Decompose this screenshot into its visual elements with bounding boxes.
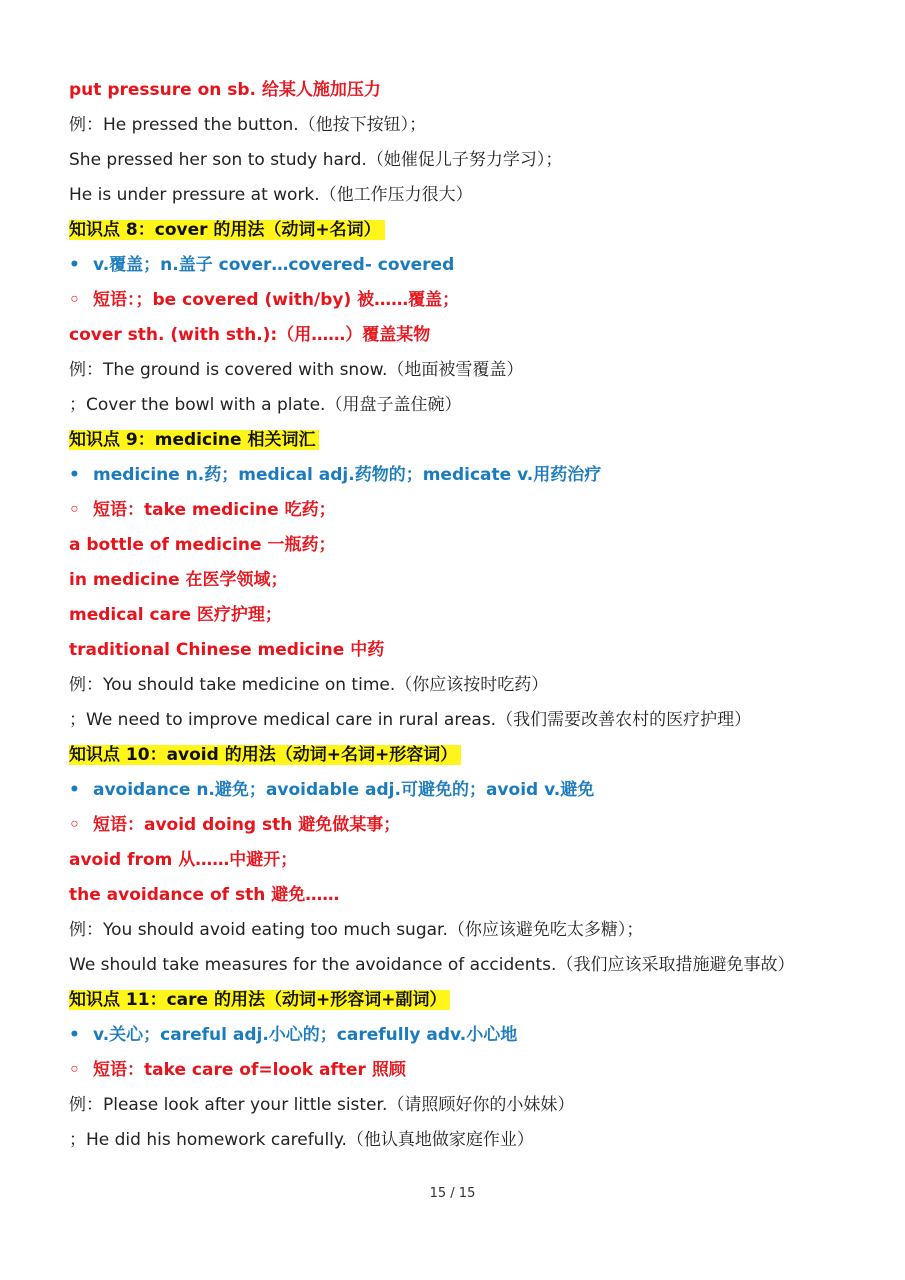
bullet-dot-icon: •: [69, 465, 80, 485]
line-text: We should take measures for the avoidance of accidents.（我们应该采取措施避免事故）: [69, 955, 795, 975]
bullet-circle-icon: ◦: [69, 500, 80, 520]
section-heading-text: 知识点 11：care 的用法（动词+形容词+副词）: [69, 990, 450, 1010]
bullet-item: [69, 1021, 517, 1049]
page-number: 15 / 15: [429, 1186, 476, 1201]
line-text: a bottle of medicine 一瓶药；: [69, 535, 336, 555]
line-text: v.关心；careful adj.小心的；carefully adv.小心地: [93, 1025, 518, 1045]
bullet-dot-icon: •: [69, 780, 80, 800]
example-line: [69, 706, 751, 734]
line-text: avoid from 从……中避开；: [69, 850, 298, 870]
line-text: 例：You should take medicine on time.（你应该按时吃药）: [69, 675, 549, 695]
line-text: 短语：take care of=look after 照顾: [93, 1060, 406, 1080]
section-heading: [69, 986, 450, 1014]
phrase-line: [69, 321, 430, 349]
line-text: put pressure on sb. 给某人施加压力: [69, 80, 381, 100]
bullet-item: [69, 461, 601, 489]
phrase-line: [69, 601, 282, 629]
section-heading: [69, 426, 319, 454]
sub-bullet-item: [69, 811, 400, 839]
line-text: 例：Please look after your little sister.（请照顾好你的小妹妹）: [69, 1095, 575, 1115]
line-text: ；He did his homework carefully.（他认真地做家庭作业）: [69, 1130, 534, 1150]
bullet-circle-icon: ◦: [69, 1060, 80, 1080]
line-text: 短语：avoid doing sth 避免做某事；: [93, 815, 401, 835]
line-text: medicine n.药；medical adj.药物的；medicate v.用药治疗: [93, 465, 602, 485]
phrase-line: [69, 881, 339, 909]
bullet-item: [69, 776, 594, 804]
line-text: He is under pressure at work.（他工作压力很大）: [69, 185, 473, 205]
line-text: 例：He pressed the button.（他按下按钮）；: [69, 115, 427, 135]
line-text: the avoidance of sth 避免……: [69, 885, 340, 905]
line-text: medical care 医疗护理；: [69, 605, 282, 625]
example-line: [69, 146, 562, 174]
line-text: ；We need to improve medical care in rural areas.（我们需要改善农村的医疗护理）: [69, 710, 752, 730]
example-line: [69, 1091, 574, 1119]
section-heading-text: 知识点 8：cover 的用法（动词+名词）: [69, 220, 385, 240]
example-line: [69, 181, 473, 209]
line-text: 短语：；be covered (with/by) 被……覆盖；: [93, 290, 460, 310]
line-text: cover sth. (with sth.):（用……）覆盖某物: [69, 325, 431, 345]
example-line: [69, 356, 523, 384]
section-heading: [69, 216, 385, 244]
example-line: [69, 916, 643, 944]
sub-bullet-item: [69, 286, 459, 314]
phrase-line: [69, 531, 335, 559]
line-text: in medicine 在医学领域；: [69, 570, 288, 590]
sub-bullet-item: [69, 496, 336, 524]
line-text: 例：You should avoid eating too much sugar.（你应该避免吃太多糖）；: [69, 920, 644, 940]
bullet-item: [69, 251, 454, 279]
bullet-circle-icon: ◦: [69, 815, 80, 835]
line-text: She pressed her son to study hard.（她催促儿子努力学习）；: [69, 150, 563, 170]
line-text: traditional Chinese medicine 中药: [69, 640, 385, 660]
bullet-circle-icon: ◦: [69, 290, 80, 310]
bullet-dot-icon: •: [69, 255, 80, 275]
line-text: avoidance n.避免；avoidable adj.可避免的；avoid v.避免: [93, 780, 595, 800]
bullet-dot-icon: •: [69, 1025, 80, 1045]
example-line: [69, 671, 548, 699]
phrase-line: [69, 566, 288, 594]
line-text: v.覆盖；n.盖子 cover…covered- covered: [93, 255, 455, 275]
section-heading-text: 知识点 10：avoid 的用法（动词+名词+形容词）: [69, 745, 461, 765]
phrase-line: [69, 76, 381, 104]
example-line: [69, 111, 426, 139]
line-text: 例：The ground is covered with snow.（地面被雪覆盖）: [69, 360, 524, 380]
line-text: ；Cover the bowl with a plate.（用盘子盖住碗）: [69, 395, 462, 415]
phrase-line: [69, 636, 384, 664]
sub-bullet-item: [69, 1056, 406, 1084]
example-line: [69, 1126, 534, 1154]
section-heading-text: 知识点 9：medicine 相关词汇: [69, 430, 319, 450]
section-heading: [69, 741, 461, 769]
example-line: [69, 951, 794, 979]
phrase-line: [69, 846, 297, 874]
example-line: [69, 391, 461, 419]
line-text: 短语：take medicine 吃药；: [93, 500, 336, 520]
